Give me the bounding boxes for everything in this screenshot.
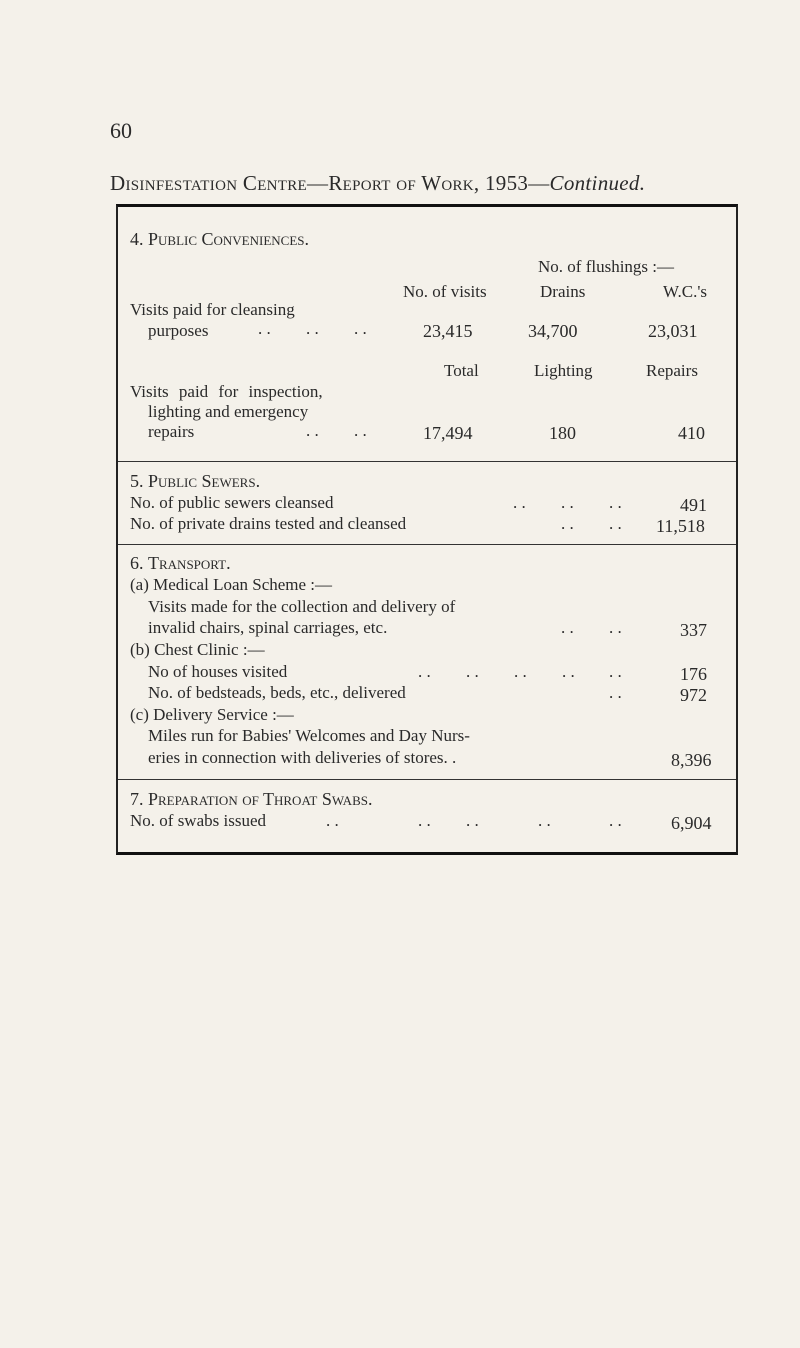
col-no-of-visits: No. of visits — [403, 282, 487, 301]
transport-c-value: 8,396 — [671, 750, 712, 770]
dot-leader: . . — [561, 514, 574, 533]
section-divider — [118, 544, 736, 545]
transport-b-label: (b) Chest Clinic :— — [130, 640, 265, 659]
dot-leader: . . — [609, 683, 622, 702]
transport-a-label: (a) Medical Loan Scheme :— — [130, 575, 333, 594]
transport-a-line1: Visits made for the collection and delivery of — [148, 597, 456, 616]
section-4-title: Public Conveniences. — [148, 229, 310, 249]
swabs-issued-label: No. of swabs issued — [130, 811, 266, 830]
section-6-title: Transport. — [148, 553, 231, 573]
dot-leader: . . — [561, 618, 574, 637]
dot-leader: . . — [306, 421, 319, 440]
dot-leader: . . — [514, 662, 527, 681]
dot-leader: . . — [538, 811, 551, 830]
dot-leader: . . — [258, 319, 271, 338]
dot-leader: . . — [326, 811, 339, 830]
page-number: 60 — [110, 118, 132, 143]
cleansing-label-line2: purposes — [148, 321, 209, 340]
section-7-number: 7. — [130, 789, 144, 809]
dot-leader: . . — [466, 811, 479, 830]
report-table — [116, 204, 738, 855]
inspection-total-value: 17,494 — [423, 423, 473, 443]
col-total: Total — [444, 361, 479, 380]
transport-a-line2: invalid chairs, spinal carriages, etc. — [148, 618, 388, 637]
inspection-repairs-value: 410 — [678, 423, 705, 443]
inspection-label-line2: lighting and emergency — [148, 402, 309, 421]
cleansing-wcs-value: 23,031 — [648, 321, 698, 341]
section-6-heading — [130, 553, 231, 574]
dot-leader: . . — [513, 493, 526, 512]
private-drains-value: 11,518 — [656, 516, 705, 536]
col-drains: Drains — [540, 282, 586, 301]
transport-b-row1-value: 176 — [680, 664, 707, 684]
transport-b-row1-label: No of houses visited — [148, 662, 288, 681]
inspection-lighting-value: 180 — [549, 423, 576, 443]
dot-leader: . . — [609, 662, 622, 681]
col-lighting: Lighting — [534, 361, 593, 380]
cleansing-visits-value: 23,415 — [423, 321, 473, 341]
public-sewers-value: 491 — [680, 495, 707, 515]
dot-leader: . . — [562, 662, 575, 681]
inspection-label-line1: Visits paid for inspection, — [130, 382, 323, 401]
section-5-heading — [130, 471, 260, 492]
section-5-number: 5. — [130, 471, 144, 491]
section-divider — [118, 461, 736, 462]
cleansing-label-line1: Visits paid for cleansing — [130, 300, 295, 319]
dot-leader: . . — [466, 662, 479, 681]
private-drains-label: No. of private drains tested and cleansed — [130, 514, 407, 533]
dot-leader: . . — [418, 662, 431, 681]
dot-leader: . . — [561, 493, 574, 512]
transport-b-row2-label: No. of bedsteads, beds, etc., delivered — [148, 683, 406, 702]
dot-leader: . . — [354, 421, 367, 440]
section-5-title: Public Sewers. — [148, 471, 261, 491]
transport-b-row2-value: 972 — [680, 685, 707, 705]
swabs-issued-value: 6,904 — [671, 813, 712, 833]
dot-leader: . . — [306, 319, 319, 338]
col-repairs: Repairs — [646, 361, 698, 380]
dot-leader: . . — [609, 493, 622, 512]
page-title-continued: Continued. — [549, 171, 646, 195]
section-divider — [118, 779, 736, 780]
dot-leader: . . — [609, 618, 622, 637]
section-4-heading — [130, 229, 309, 250]
transport-a-value: 337 — [680, 620, 707, 640]
col-wcs: W.C.'s — [663, 282, 708, 301]
transport-c-label: (c) Delivery Service :— — [130, 705, 294, 724]
section-7-heading — [130, 789, 372, 810]
transport-c-line2: eries in connection with deliveries of stores. . — [148, 748, 457, 767]
dot-leader: . . — [609, 811, 622, 830]
page-title — [110, 171, 645, 196]
dot-leader: . . — [418, 811, 431, 830]
dot-leader: . . — [354, 319, 367, 338]
section-4-number: 4. — [130, 229, 144, 249]
page-title-main: Disinfestation Centre—Report of Work, 1953— — [110, 171, 550, 195]
cleansing-drains-value: 34,700 — [528, 321, 578, 341]
public-sewers-label: No. of public sewers cleansed — [130, 493, 334, 512]
flushings-header: No. of flushings :— — [538, 257, 674, 276]
section-6-number: 6. — [130, 553, 144, 573]
inspection-label-line3: repairs — [148, 422, 195, 441]
dot-leader: . . — [609, 514, 622, 533]
transport-c-line1: Miles run for Babies' Welcomes and Day Nurs- — [148, 726, 470, 745]
section-7-title: Preparation of Throat Swabs. — [148, 789, 373, 809]
